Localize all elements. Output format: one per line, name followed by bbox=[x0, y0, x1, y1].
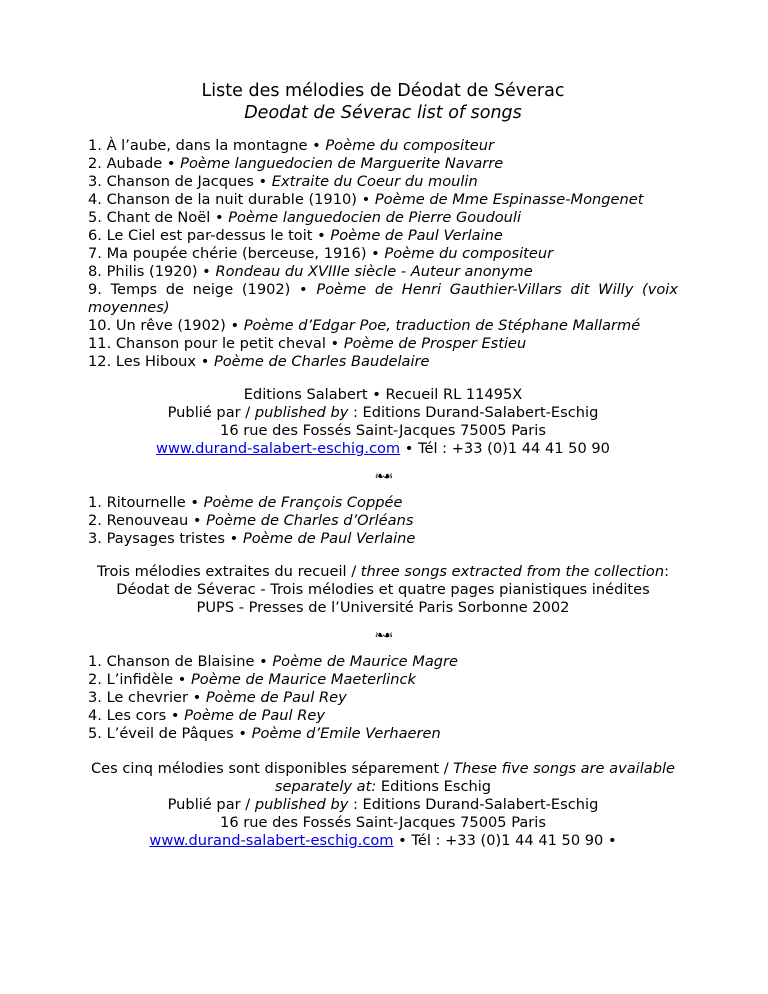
collection-info bbox=[88, 563, 678, 617]
page-title: Liste des mélodies de Déodat de Séverac bbox=[201, 81, 565, 101]
list-item: 2. L’infidèle • Poème de Maurice Maeterlinck bbox=[88, 671, 416, 688]
list-item: 4. Chanson de la nuit durable (1910) • Poème de Mme Espinasse-Mongenet bbox=[88, 191, 644, 208]
website-link[interactable]: www.durand-salabert-eschig.com bbox=[156, 440, 401, 457]
list-item: 10. Un rêve (1902) • Poème d’Edgar Poe, traduction de Stéphane Mallarmé bbox=[88, 317, 641, 334]
publisher-contact bbox=[88, 832, 678, 850]
list-item: 1. Chanson de Blaisine • Poème de Maurice Magre bbox=[88, 653, 459, 670]
list-item: 1. Ritournelle • Poème de François Coppée bbox=[88, 494, 403, 511]
ornament-divider-icon: ❧☙ bbox=[374, 469, 392, 483]
publisher-info-2 bbox=[88, 760, 678, 850]
publisher-address: 16 rue des Fossés Saint-Jacques 75005 Paris bbox=[220, 814, 546, 831]
ornament-divider-icon: ❧☙ bbox=[374, 628, 392, 642]
song-list-1 bbox=[88, 137, 678, 371]
list-item: 4. Les cors • Poème de Paul Rey bbox=[88, 707, 325, 724]
list-item: 5. L’éveil de Pâques • Poème d’Emile Verhaeren bbox=[88, 725, 441, 742]
list-item: 3. Paysages tristes • Poème de Paul Verlaine bbox=[88, 530, 416, 547]
availability-note: Ces cinq mélodies sont disponibles séparement / These five songs are available separately at: Editions Eschig bbox=[90, 760, 676, 795]
publisher-address: 16 rue des Fossés Saint-Jacques 75005 Paris bbox=[220, 422, 546, 439]
phone-number: • Tél : +33 (0)1 44 41 50 90 • bbox=[393, 832, 617, 849]
publisher-contact bbox=[88, 440, 678, 458]
list-item: 8. Philis (1920) • Rondeau du XVIIIe siècle - Auteur anonyme bbox=[88, 263, 533, 280]
publisher-line: Editions Salabert • Recueil RL 11495X bbox=[243, 386, 523, 403]
page-subtitle: Deodat de Séverac list of songs bbox=[244, 103, 522, 123]
published-by: Publié par / published by : Editions Durand-Salabert-Eschig bbox=[167, 404, 599, 421]
list-item: 1. À l’aube, dans la montagne • Poème du compositeur bbox=[88, 137, 495, 154]
list-item: 11. Chanson pour le petit cheval • Poème de Prosper Estieu bbox=[88, 335, 527, 352]
list-item: 2. Aubade • Poème languedocien de Marguerite Navarre bbox=[88, 155, 504, 172]
collection-note: Trois mélodies extraites du recueil / three songs extracted from the collection: bbox=[97, 563, 669, 580]
list-item: 5. Chant de Noël • Poème languedocien de Pierre Goudouli bbox=[88, 209, 522, 226]
list-item: 3. Chanson de Jacques • Extraite du Coeur du moulin bbox=[88, 173, 478, 190]
document-page bbox=[88, 80, 678, 850]
list-item: 3. Le chevrier • Poème de Paul Rey bbox=[88, 689, 347, 706]
song-list-3 bbox=[88, 653, 678, 743]
collection-press: PUPS - Presses de l’Université Paris Sorbonne 2002 bbox=[196, 599, 570, 616]
website-link[interactable]: www.durand-salabert-eschig.com bbox=[149, 832, 394, 849]
list-item: 6. Le Ciel est par-dessus le toit • Poème de Paul Verlaine bbox=[88, 227, 503, 244]
phone-number: • Tél : +33 (0)1 44 41 50 90 bbox=[400, 440, 610, 457]
list-item: 7. Ma poupée chérie (berceuse, 1916) • Poème du compositeur bbox=[88, 245, 554, 262]
song-list-2 bbox=[88, 494, 678, 548]
collection-title: Déodat de Séverac - Trois mélodies et quatre pages pianistiques inédites bbox=[116, 581, 650, 598]
publisher-info-1 bbox=[88, 386, 678, 458]
published-by: Publié par / published by : Editions Durand-Salabert-Eschig bbox=[167, 796, 599, 813]
list-item: 9. Temps de neige (1902) • Poème de Henri Gauthier-Villars dit Willy (voix moyennes) bbox=[88, 281, 678, 316]
list-item: 12. Les Hiboux • Poème de Charles Baudelaire bbox=[88, 353, 430, 370]
list-item: 2. Renouveau • Poème de Charles d’Orléans bbox=[88, 512, 414, 529]
